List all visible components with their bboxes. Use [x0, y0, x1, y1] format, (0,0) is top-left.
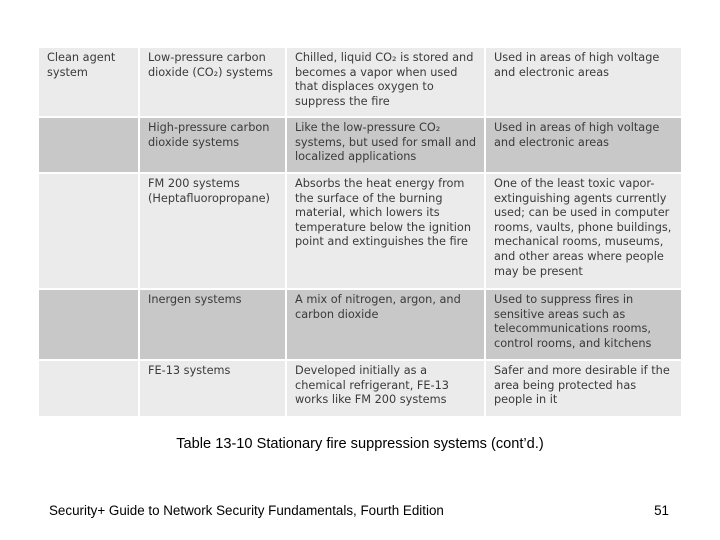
table-cell-description: Absorbs the heat energy from the surface of the burning material, which lowers its temperature below the ignition point and extinguishes the fire [287, 174, 484, 288]
table-cell-description: Chilled, liquid CO₂ is stored and becomes a vapor when used that displaces oxygen to suppress the fire [287, 48, 484, 116]
table-cell-category [39, 361, 138, 416]
table-cell-usage: Safer and more desirable if the area being protected has people in it [486, 361, 681, 416]
table-cell-category [39, 290, 138, 359]
table-cell-usage: Used to suppress fires in sensitive areas such as telecommunications rooms, control rooms, and kitchens [486, 290, 681, 359]
table-cell-usage: Used in areas of high voltage and electronic areas [486, 48, 681, 116]
table-cell-system: High-pressure carbon dioxide systems [140, 118, 285, 172]
table-cell-usage: Used in areas of high voltage and electronic areas [486, 118, 681, 172]
table-cell-usage: One of the least toxic vapor-extinguishing agents currently used; can be used in computer rooms, vaults, phone buildings, mechanical rooms, museums, and other areas where people may be present [486, 174, 681, 288]
table-cell-system: Low-pressure carbon dioxide (CO₂) systems [140, 48, 285, 116]
table-cell-description: Developed initially as a chemical refrigerant, FE-13 works like FM 200 systems [287, 361, 484, 416]
table-cell-category [39, 118, 138, 172]
footer-book-title: Security+ Guide to Network Security Fundamentals, Fourth Edition [49, 503, 444, 518]
table-cell-description: A mix of nitrogen, argon, and carbon dioxide [287, 290, 484, 359]
fire-suppression-table [39, 48, 681, 416]
table-caption: Table 13-10 Stationary fire suppression systems (cont’d.) [176, 436, 544, 452]
table-cell-description: Like the low-pressure CO₂ systems, but used for small and localized applications [287, 118, 484, 172]
page-number: 51 [654, 503, 669, 518]
table-cell-system: FM 200 systems (Heptafluoropropane) [140, 174, 285, 288]
table-cell-system: Inergen systems [140, 290, 285, 359]
table-cell-system: FE-13 systems [140, 361, 285, 416]
table-cell-category: Clean agent system [39, 48, 138, 116]
table-cell-category [39, 174, 138, 288]
